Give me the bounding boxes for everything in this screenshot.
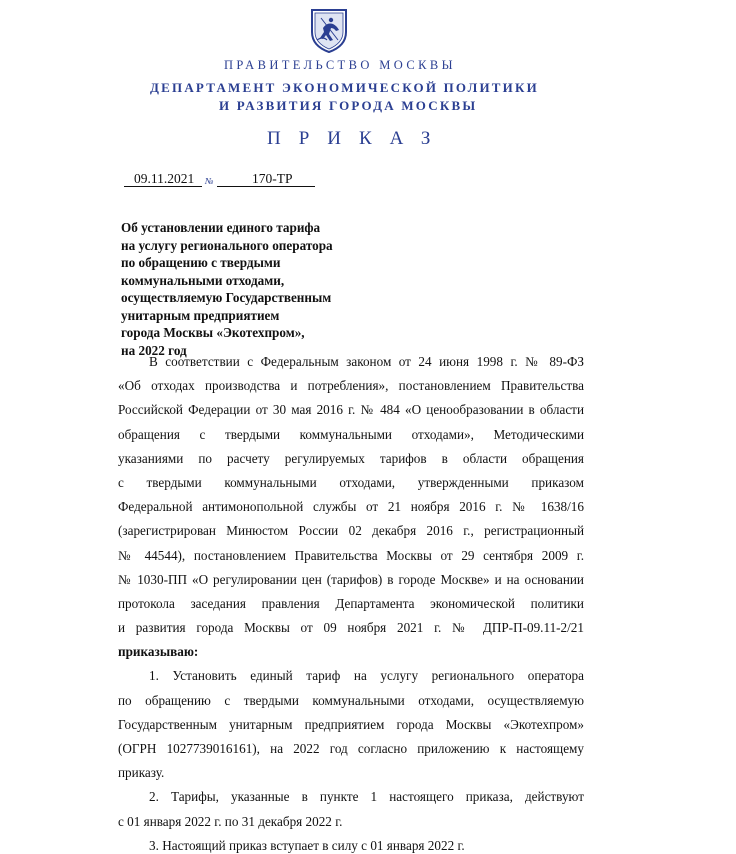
item2-line: 2. Тарифы, указанные в пункте 1 настоящего приказа, действуют bbox=[149, 789, 584, 805]
preamble-line: В соответствии с Федеральным законом от 24 июня 1998 г. № 89-ФЗ bbox=[149, 354, 584, 369]
item1-line: 1. Установить единый тариф на услугу регионального оператора bbox=[149, 668, 584, 684]
item1-line: приказу. bbox=[118, 765, 165, 781]
moscow-coat-of-arms-icon bbox=[309, 6, 349, 54]
order-body bbox=[118, 350, 584, 854]
order-number: 170-ТР bbox=[252, 171, 293, 186]
preamble-line: Федеральной антимонопольной службы от 21 ноября 2016 г. № 1638/16 bbox=[118, 499, 584, 515]
subject-line: по обращению с твердыми bbox=[121, 255, 281, 270]
subject-line: осуществляемую Государственным bbox=[121, 290, 332, 305]
preamble-line: (зарегистрирован Минюстом России 02 декабря 2016 г., регистрационный bbox=[118, 523, 584, 539]
preamble-line: и развития города Москвы от 09 ноября 2021 г. № ДПР-П-09.11-2/21 bbox=[118, 620, 584, 636]
order-subject bbox=[121, 219, 366, 359]
item1-line: по обращению с твердыми коммунальными отходами, осуществляемую bbox=[118, 692, 584, 708]
item2-line: с 01 января 2022 г. по 31 декабря 2022 г. bbox=[118, 813, 343, 829]
preamble-line: обращения с твердыми коммунальными отходами», Методическими bbox=[118, 426, 584, 442]
order-word: приказываю: bbox=[118, 644, 199, 660]
preamble-line: № 1030-ПП «О регулировании цен (тарифов) в городе Москве» и на основании bbox=[118, 571, 584, 587]
subject-line: на услугу регионального оператора bbox=[121, 237, 333, 253]
subject-line: на 2022 год bbox=[121, 342, 187, 358]
item3-line: 3. Настоящий приказ вступает в силу с 01 января 2022 г. bbox=[149, 837, 465, 853]
subject-line: Об установлении единого тарифа bbox=[121, 220, 321, 235]
subject-line: города Москвы «Экотехпром», bbox=[121, 325, 305, 340]
preamble-line: указаниями по расчету регулируемых тарифов в области обращения bbox=[118, 450, 584, 466]
subject-line: коммунальными отходами, bbox=[121, 272, 285, 288]
number-underline bbox=[217, 186, 315, 187]
department-name-line2: И РАЗВИТИЯ ГОРОДА МОСКВЫ bbox=[219, 98, 478, 113]
date-underline bbox=[124, 186, 202, 187]
order-date: 09.11.2021 bbox=[134, 171, 195, 186]
item1-line: Государственным унитарным предприятием города Москвы «Экотехпром» bbox=[118, 716, 584, 732]
preamble-line: Российской Федерации от 30 мая 2016 г. № 484 «О ценообразовании в области bbox=[118, 402, 584, 418]
document-type-title: ПРИКАЗ bbox=[267, 128, 449, 149]
preamble-line: «Об отходах производства и потребления», постановлением Правительства bbox=[118, 378, 584, 394]
government-name: ПРАВИТЕЛЬСТВО МОСКВЫ bbox=[224, 58, 456, 72]
preamble-line: № 44544), постановлением Правительства Москвы от 29 сентября 2009 г. bbox=[118, 547, 584, 563]
department-name-line1: ДЕПАРТАМЕНТ ЭКОНОМИЧЕСКОЙ ПОЛИТИКИ bbox=[150, 80, 539, 95]
preamble-line: протокола заседания правления Департамента экономической политики bbox=[118, 595, 584, 611]
preamble-line: с твердыми коммунальными отходами, утвержденными приказом bbox=[118, 474, 584, 490]
subject-line: унитарным предприятием bbox=[121, 307, 280, 323]
number-sign: № bbox=[205, 176, 214, 186]
item1-line: (ОГРН 1027739016161), на 2022 год согласно приложению к настоящему bbox=[118, 741, 584, 756]
